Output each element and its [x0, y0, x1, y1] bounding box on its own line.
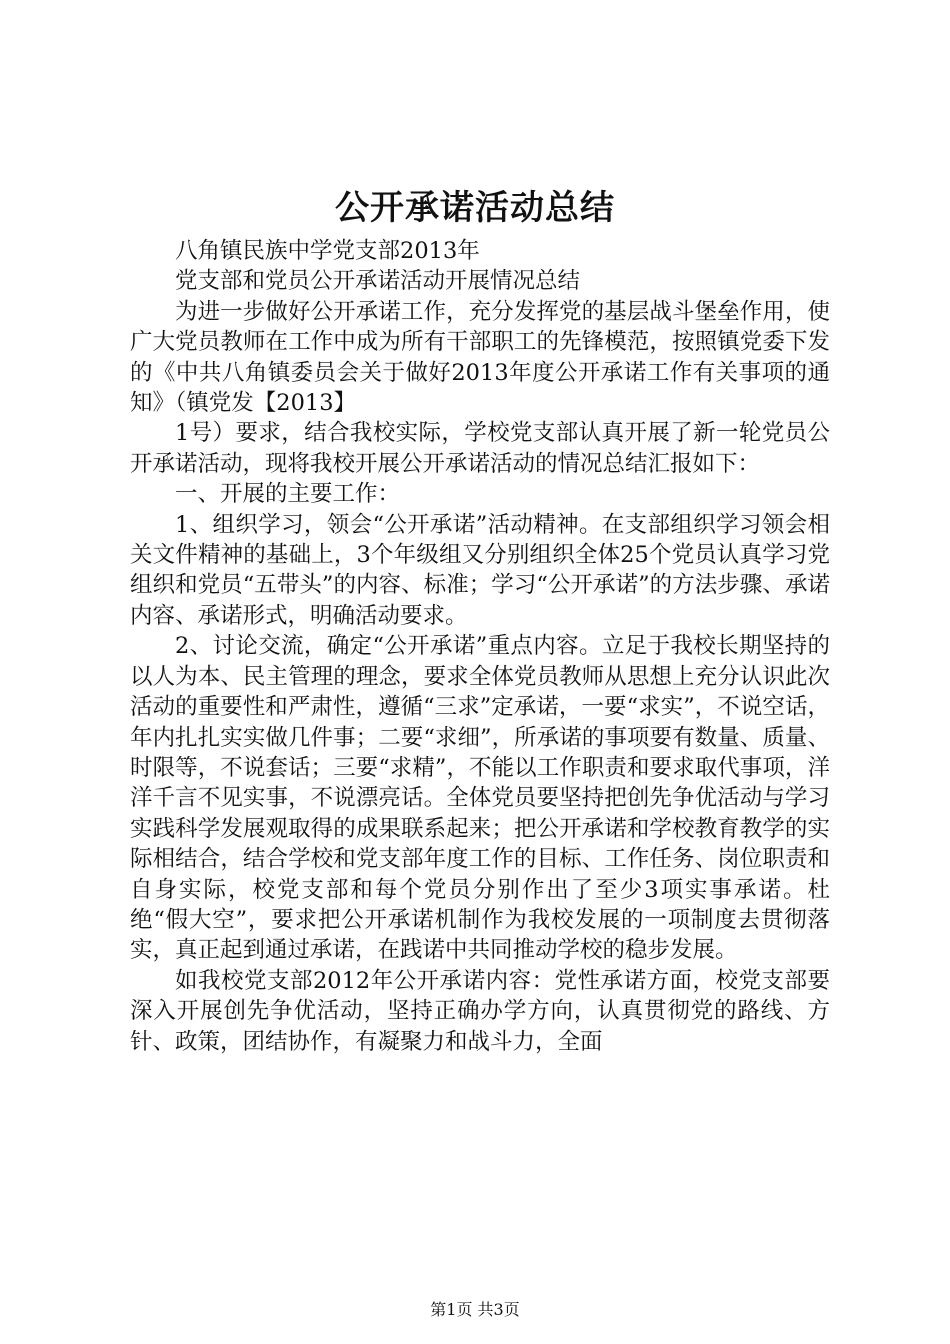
paragraph-subtitle: 党支部和党员公开承诺活动开展情况总结	[175, 268, 581, 295]
paragraph-example: 如我校党支部2012年公开承诺内容：党性承诺方面，校党支部要深入开展创先争优活动，坚持正确办学方向，认真贯彻党的路线、方针、政策，团结协作，有凝聚力和战斗力，全面	[130, 967, 830, 1055]
page-footer: 第1页 共3页	[430, 1300, 520, 1319]
document-body	[130, 236, 830, 1057]
paragraph-item-2: 2、讨论交流，确定“公开承诺”重点内容。立足于我校长期坚持的以人为本、民主管理的理念，要求全体党员教师从思想上充分认识此次活动的重要性和严肃性，遵循“三求”定承诺，一要“求实”，不说空话，年内扎扎实实做几件事；二要“求细”，所承诺的事项要有数量、质量、时限等，不说套话；三要“求精”，不能以工作职责和要求取代事项，洋洋千言不见实事，不说漂亮话。全体党员要坚持把创先争优活动与学习实践科学发展观取得的成果联系起来；把公开承诺和学校教育教学的实际相结合，结合学校和党支部年度工作的目标、工作任务、岗位职责和自身实际，校党支部和每个党员分别作出了至少3项实事承诺。杜绝“假大空”，要求把公开承诺机制作为我校发展的一项制度去贯彻落实，真正起到通过承诺，在践诺中共同推动学校的稳步发展。	[130, 633, 830, 964]
document-title: 公开承诺活动总结	[335, 188, 615, 228]
paragraph-section-heading: 一、开展的主要工作：	[175, 481, 401, 508]
paragraph-item-1: 1、组织学习，领会“公开承诺”活动精神。在支部组织学习领会相关文件精神的基础上，3个年级组又分别组织全体25个党员认真学习党组织和党员“五带头”的内容、标准；学习“公开承诺”的方法步骤、承诺内容、承诺形式，明确活动要求。	[130, 511, 830, 629]
paragraph-school-name: 八角镇民族中学党支部2013年	[175, 238, 480, 264]
paragraph-intro-continued: 1号）要求，结合我校实际，学校党支部认真开展了新一轮党员公开承诺活动，现将我校开展公开承诺活动的情况总结汇报如下：	[130, 420, 830, 477]
paragraph-intro: 为进一步做好公开承诺工作，充分发挥党的基层战斗堡垒作用，使广大党员教师在工作中成为所有干部职工的先锋模范，按照镇党委下发的《中共八角镇委员会关于做好2013年度公开承诺工作有关事项的通知》（镇党发【2013】	[130, 298, 830, 417]
